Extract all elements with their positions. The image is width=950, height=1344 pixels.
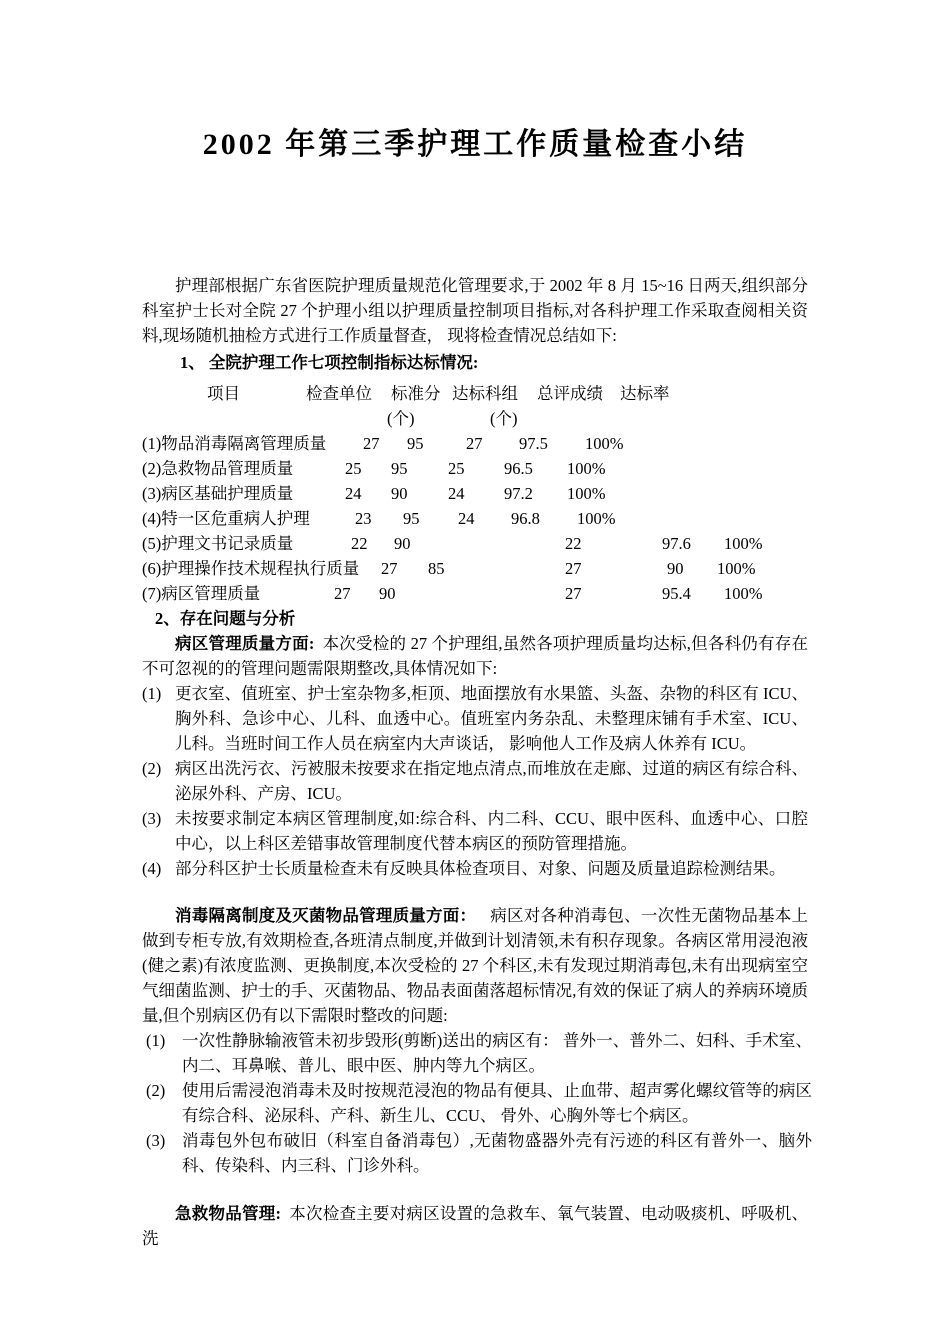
unit-label: (个) <box>490 409 518 428</box>
cell: 100% <box>577 509 616 528</box>
row-label: (3)病区基础护理质量 <box>142 484 294 503</box>
cell: 96.5 <box>504 459 533 478</box>
row-label: (4)特一区危重病人护理 <box>142 509 310 528</box>
cell: 100% <box>724 584 763 603</box>
cell: 22 <box>565 534 582 553</box>
cell: 97.6 <box>662 534 691 553</box>
cell: 100% <box>585 434 624 453</box>
paragraph-text: 病区对各种消毒包、一次性无菌物品基本上做到专柜专放,有效期检查,各班清点制度,并做到计划清领,未有积存现象。各病区常用浸泡液(健之素)有浓度监测、更换制度,本次受检的 27 个科区,未有发现过期消毒包,未有出现病室空气细菌监测、护士的手、灭菌物品、物品表面菌落超标情况,有效的保证了病人的养病环境质量,但个别病区仍有以下需限时整改的问题: <box>142 906 809 1025</box>
cell: 100% <box>567 459 606 478</box>
cell: 23 <box>355 509 372 528</box>
list-item <box>142 681 808 756</box>
list-item <box>146 1028 812 1078</box>
item-marker: (2) <box>142 759 162 778</box>
cell: 90 <box>394 534 411 553</box>
section-1-heading: 1、 全院护理工作七项控制指标达标情况: <box>180 353 479 372</box>
cell: 90 <box>379 584 396 603</box>
cell: 97.5 <box>519 434 548 453</box>
section-2-heading: 2、存在问题与分析 <box>155 609 296 628</box>
item-text: 病区出洗污衣、污被服未按要求在指定地点清点,而堆放在走廊、过道的病区有综合科、泌尿外科、产房、ICU。 <box>175 759 808 803</box>
cell: 95 <box>391 459 408 478</box>
emergency-paragraph <box>142 1201 808 1251</box>
item-text: 消毒包外包布破旧（科室自备消毒包）,无菌物盛器外壳有污迹的科区有普外一、脑外科、传染科、内三科、门诊外科。 <box>182 1131 812 1175</box>
column-header: 达标率 <box>620 384 670 403</box>
item-marker: (2) <box>146 1081 166 1100</box>
item-text: 未按要求制定本病区管理制度,如:综合科、内二科、CCU、眼中医科、血透中心、口腔中心，以上科区差错事故管理制度代替本病区的预防管理措施。 <box>175 809 808 853</box>
cell: 22 <box>351 534 368 553</box>
item-marker: (3) <box>146 1131 166 1150</box>
paragraph-lead: 急救物品管理: <box>175 1204 281 1223</box>
cell: 27 <box>381 559 398 578</box>
item-marker: (4) <box>142 859 162 878</box>
unit-label: (个) <box>387 409 415 428</box>
row-label: (6)护理操作技术规程执行质量 <box>142 559 360 578</box>
cell: 85 <box>428 559 445 578</box>
cell: 27 <box>565 584 582 603</box>
list-ward-issues <box>0 681 950 881</box>
cell: 95 <box>403 509 420 528</box>
item-marker: (1) <box>142 684 162 703</box>
cell: 97.2 <box>504 484 533 503</box>
cell: 24 <box>458 509 475 528</box>
cell: 90 <box>391 484 408 503</box>
list-item <box>142 756 808 806</box>
row-label: (5)护理文书记录质量 <box>142 534 294 553</box>
ward-quality-paragraph <box>142 631 808 681</box>
paragraph-lead: 病区管理质量方面: <box>175 634 315 653</box>
cell: 27 <box>363 434 380 453</box>
cell: 100% <box>567 484 606 503</box>
cell: 25 <box>448 459 465 478</box>
paragraph-text: 本次受检的 27 个护理组,虽然各项护理质量均达标,但各科仍有存在不可忽视的的管理问题需限期整改,具体情况如下: <box>142 634 808 678</box>
item-text: 更衣室、值班室、护士室杂物多,柜顶、地面摆放有水果篮、头盔、杂物的科区有 ICU、胸外科、急诊中心、儿科、血透中心。值班室内务杂乱、未整理床铺有手术室、ICU、儿科。当班时间工作人员在病室内大声谈话， 影响他人工作及病人休养有 ICU。 <box>175 684 808 753</box>
row-label: (1)物品消毒隔离管理质量 <box>142 434 327 453</box>
cell: 100% <box>724 534 763 553</box>
cell: 96.8 <box>511 509 540 528</box>
list-item <box>142 856 808 881</box>
doc-title: 2002 年第三季护理工作质量检查小结 <box>202 128 748 161</box>
cell: 100% <box>717 559 756 578</box>
list-item <box>146 1128 812 1178</box>
cell: 27 <box>334 584 351 603</box>
column-header: 标准分 <box>391 384 441 403</box>
cell: 27 <box>466 434 483 453</box>
intro-paragraph: 护理部根据广东省医院护理质量规范化管理要求,于 2002 年 8 月 15~16 日两天,组织部分科室护士长对全院 27 个护理小组以护理质量控制项目指标,对各科护理工作采取查阅相关资料,现场随机抽检方式进行工作质量督查， 现将检查情况总结如下: <box>142 276 808 345</box>
column-header: 检查单位 <box>306 384 372 403</box>
indicators-table <box>0 381 950 606</box>
list-item <box>146 1078 812 1128</box>
cell: 90 <box>667 559 684 578</box>
paragraph-lead: 消毒隔离制度及灭菌物品管理质量方面： <box>175 906 477 925</box>
cell: 24 <box>448 484 465 503</box>
cell: 25 <box>345 459 362 478</box>
cell: 27 <box>565 559 582 578</box>
item-marker: (3) <box>142 809 162 828</box>
row-label: (2)急救物品管理质量 <box>142 459 294 478</box>
item-text: 部分科区护士长质量检查未有反映具体检查项目、对象、问题及质量追踪检测结果。 <box>175 859 786 878</box>
column-header: 项目 <box>207 384 240 403</box>
item-marker: (1) <box>146 1031 166 1050</box>
row-label: (7)病区管理质量 <box>142 584 261 603</box>
cell: 95 <box>407 434 424 453</box>
item-text: 一次性静脉输液管未初步毁形(剪断)送出的病区有： 普外一、普外二、妇科、手术室、内二、耳鼻喉、普儿、眼中医、肿内等九个病区。 <box>182 1031 812 1075</box>
list-disinfection-issues <box>0 1028 950 1178</box>
disinfection-paragraph <box>142 903 808 1028</box>
column-header: 达标科组 <box>452 384 518 403</box>
item-text: 使用后需浸泡消毒未及时按规范浸泡的物品有便具、止血带、超声雾化螺纹管等的病区有综合科、泌尿科、产科、新生儿、CCU、 骨外、心胸外等七个病区。 <box>182 1081 812 1125</box>
cell: 95.4 <box>662 584 691 603</box>
paragraph-text: 本次检查主要对病区设置的急救车、氧气装置、电动吸痰机、呼吸机、洗 <box>142 1204 809 1248</box>
cell: 24 <box>345 484 362 503</box>
list-item <box>142 806 808 856</box>
column-header: 总评成绩 <box>537 384 603 403</box>
